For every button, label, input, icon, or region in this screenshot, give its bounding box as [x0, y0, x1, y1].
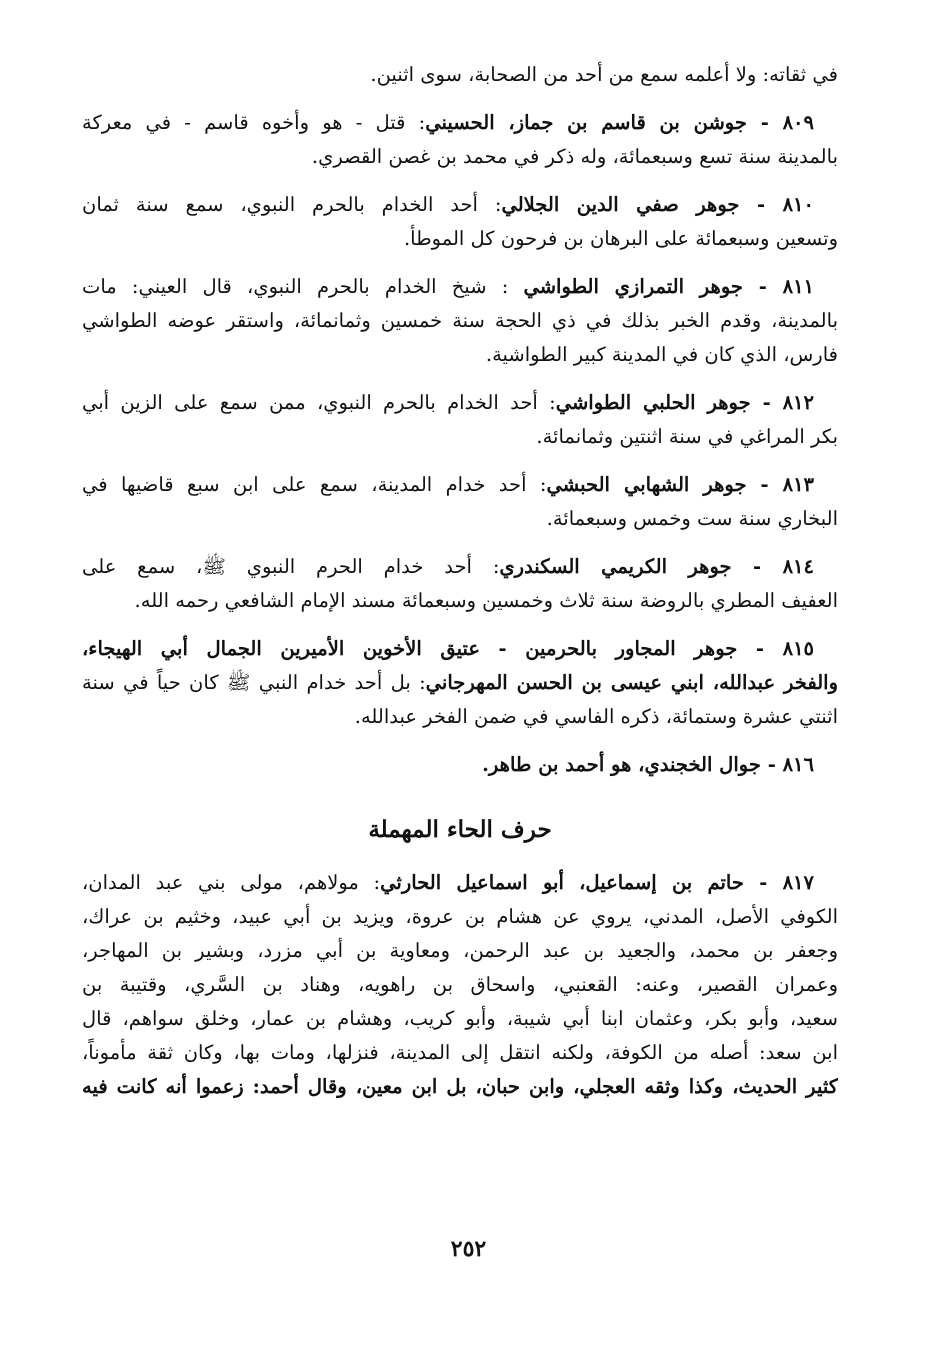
entry-number: ٨١١ — [782, 275, 815, 298]
entry-text: : قتل - هو وأخوه قاسم - في معركة — [82, 111, 426, 134]
entry-817: ٨١٧ - حاتم بن إسماعيل، أبو اسماعيل الحارثي: مولاهم، مولى بني عبد المدان، الكوفي الأصل، المدني، يروي عن هشام بن عروة، ويزيد بن أبي عبيد، وخثيم بن عراك، وجعفر بن محمد، والجعيد بن عبد الرحمن، ومعاوية بن أبي مزرد، وبشير بن المهاجر، وعمران القصير، وعنه: القعنبي، واسحاق بن راهويه، وهناد بن السَّري، وقتيبة بن سعيد، وأبو بكر، وعثمان ابنا أبي شيبة، وأبو كريب، وهشام بن عمار، وخلق سواهم، قال ابن سعد: أصله من الكوفة، ولكنه انتقل إلى المدينة، فنزلها، ومات بها، وكان ثقة مأموناً، كثير الحديث، وكذا وثقه العجلي، وابن حبان، بل ابن معين، وقال أحمد: زعموا أنه كانت فيه — [82, 866, 838, 1104]
intro-line: في ثقاته: ولا أعلمه سمع من أحد من الصحابة، سوى اثنين. — [370, 63, 838, 86]
entry-812: ٨١٢ - جوهر الحلبي الطواشي: أحد الخدام بالحرم النبوي، ممن سمع على الزين أبي بكر المراغي في سنة اثنتين وثمانمائة. — [82, 386, 838, 454]
entry-text: الكوفي الأصل، المدني، يروي عن هشام بن عروة، ويزيد بن أبي عبيد، وخثيم بن عراك، — [82, 905, 838, 928]
entry-text: ابن سعد: أصله من الكوفة، ولكنه انتقل إلى المدينة، فنزلها، ومات بها، وكان ثقة مأموناً، — [82, 1041, 838, 1064]
entry-text: البخاري سنة ست وخمس وسبعمائة. — [546, 507, 838, 530]
entry-text: وجعفر بن محمد، والجعيد بن عبد الرحمن، ومعاوية بن أبي مزرد، وبشير بن المهاجر، — [82, 939, 838, 962]
entry-text: اثنتي عشرة وستمائة، ذكره الفاسي في ضمن الفخر عبدالله. — [354, 705, 838, 728]
entry-text: كثير الحديث، وكذا وثقه العجلي، وابن حبان، بل ابن معين، وقال أحمد: زعموا أنه كانت فيه — [82, 1075, 838, 1098]
entry-text: وتسعين وسبعمائة على البرهان بن فرحون كل الموطأ. — [403, 227, 838, 250]
entry-name: جوهر الكريمي السكندري — [499, 555, 732, 578]
entry-809: ٨٠٩ - جوشن بن قاسم بن جماز، الحسيني: قتل - هو وأخوه قاسم - في معركة بالمدينة سنة تسع وسبعمائة، وله ذكر في محمد بن غصن القصري. — [82, 106, 838, 174]
entry-name: جوشن بن قاسم بن جماز، الحسيني — [425, 111, 747, 134]
page-body — [82, 58, 838, 1104]
entry-number: ٨١٢ — [782, 391, 814, 414]
entry-813: ٨١٣ - جوهر الشهابي الحبشي: أحد خدام المدينة، سمع على ابن سبع قاضيها في البخاري سنة ست وخمس وسبعمائة. — [82, 468, 838, 536]
entry-text: : أحد الخدام بالحرم النبوي، ممن سمع على الزين أبي — [82, 391, 556, 414]
entry-text: بكر المراغي في سنة اثنتين وثمانمائة. — [536, 425, 838, 448]
entry-number: ٨١٦ — [782, 753, 814, 776]
entry-name: جوهر صفي الدين الجلالي — [501, 193, 740, 216]
entry-text: العفيف المطري بالروضة سنة ثلاث وخمسين وسبعمائة مسند الإمام الشافعي رحمه الله. — [134, 589, 838, 612]
entry-text: : مولاهم، مولى بني عبد المدان، — [82, 871, 381, 894]
entry-number: ٨١٥ — [782, 637, 815, 660]
entry-810: ٨١٠ - جوهر صفي الدين الجلالي: أحد الخدام بالحرم النبوي، سمع سنة ثمان وتسعين وسبعمائة على البرهان بن فرحون كل الموطأ. — [82, 188, 838, 256]
entry-number: ٨١٣ — [782, 473, 815, 496]
entry-text: بالمدينة سنة تسع وسبعمائة، وله ذكر في محمد بن غصن القصري. — [311, 145, 838, 168]
entry-number: ٨١٧ — [782, 871, 814, 894]
entry-number: ٨١٠ — [782, 193, 814, 216]
entry-text: : أحد خدام المدينة، سمع على ابن سبع قاضيها في — [82, 473, 547, 496]
entry-name: جوهر التمرازي الطواشي — [523, 275, 743, 298]
entry-name: جوهر الشهابي الحبشي — [546, 473, 747, 496]
entry-text: وعمران القصير، وعنه: القعنبي، واسحاق بن راهويه، وهناد بن السَّري، وقتيبة بن — [82, 973, 838, 996]
entry-text: : شيخ الخدام بالحرم النبوي، قال العيني: مات — [82, 275, 524, 298]
entry-text: بالمدينة، وقدم الخبر بذلك في ذي الحجة سنة خمسين وثمانمائة، واستقر عوضه الطواشي — [82, 309, 838, 332]
entry-811: ٨١١ - جوهر التمرازي الطواشي : شيخ الخدام بالحرم النبوي، قال العيني: مات بالمدينة، وقدم الخبر بذلك في ذي الحجة سنة خمسين وثمانمائة، واستقر عوضه الطواشي فارس، الذي كان في المدينة كبير الطواشية. — [82, 270, 838, 372]
entry-number: ٨١٤ — [782, 555, 814, 578]
entry-name: جوال الخجندي، هو أحمد بن طاهر. — [482, 753, 761, 776]
entry-name: جوهر الحلبي الطواشي — [555, 391, 751, 414]
entry-name-cont: والفخر عبدالله، ابني عيسى بن الحسن المهرجاني — [425, 671, 838, 694]
entry-name: حاتم بن إسماعيل، أبو اسماعيل الحارثي — [380, 871, 744, 894]
entry-text: : بل أحد خدام النبي ﷺ كان حياً في سنة — [82, 671, 426, 694]
entry-text: سعيد، وأبو بكر، وعثمان ابنا أبي شيبة، وأبو كريب، وهشام بن عمار، وخلق سواهم، قال — [82, 1007, 838, 1030]
entry-number: ٨٠٩ — [782, 111, 814, 134]
entry-815: ٨١٥ - جوهر المجاور بالحرمين - عتيق الأخوين الأميرين الجمال أبي الهيجاء، والفخر عبدالله، ابني عيسى بن الحسن المهرجاني: بل أحد خدام النبي ﷺ كان حياً في سنة اثنتي عشرة وستمائة، ذكره الفاسي في ضمن الفخر عبدالله. — [82, 632, 838, 734]
entry-816: ٨١٦ - جوال الخجندي، هو أحمد بن طاهر. — [482, 753, 814, 776]
page-number: ٢٥٢ — [450, 1236, 487, 1262]
entry-814: ٨١٤ - جوهر الكريمي السكندري: أحد خدام الحرم النبوي ﷺ، سمع على العفيف المطري بالروضة سنة ثلاث وخمسين وسبعمائة مسند الإمام الشافعي رحمه الله. — [82, 550, 838, 618]
entry-name: جوهر المجاور بالحرمين - عتيق الأخوين الأميرين الجمال أبي الهيجاء، — [82, 637, 738, 660]
entry-text: : أحد الخدام بالحرم النبوي، سمع سنة ثمان — [82, 193, 502, 216]
entry-text: : أحد خدام الحرم النبوي ﷺ، سمع على — [82, 555, 500, 578]
entry-text: فارس، الذي كان في المدينة كبير الطواشية. — [485, 343, 838, 366]
section-heading: حرف الحاء المهملة — [368, 816, 552, 843]
